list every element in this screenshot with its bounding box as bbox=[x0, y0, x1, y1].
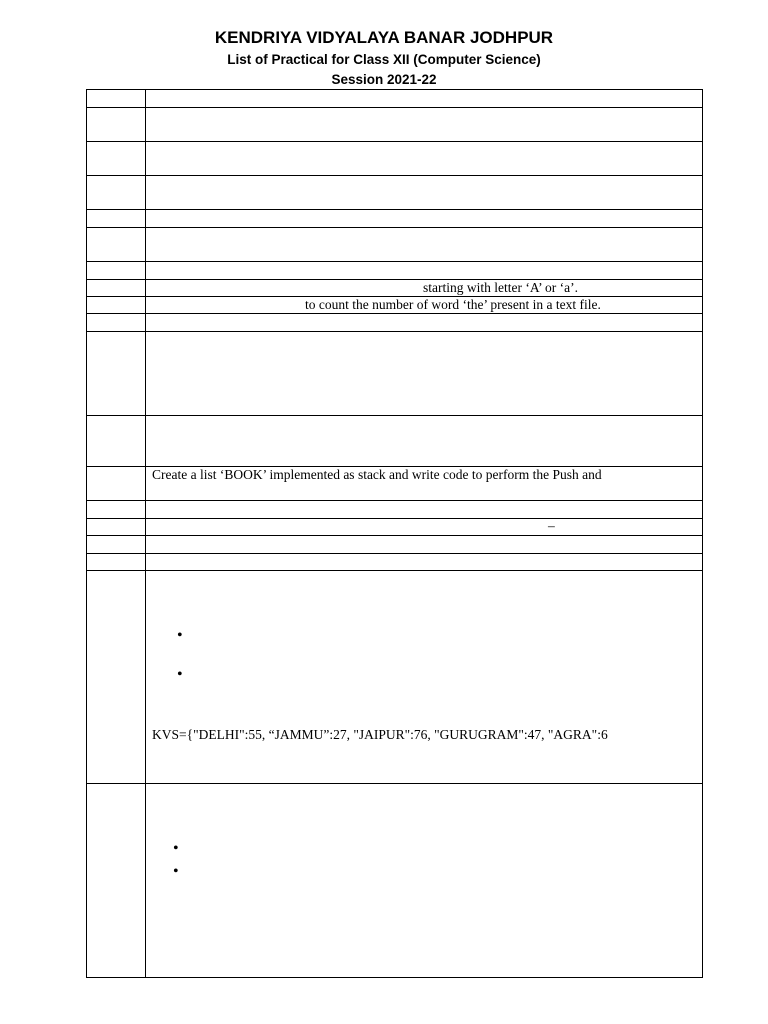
row-text-dash: – bbox=[548, 518, 555, 533]
bullet-point: • bbox=[177, 627, 183, 644]
row-text-book-stack: Create a list ‘BOOK’ implemented as stack and write code to perform the Push and bbox=[152, 467, 602, 482]
table-border bbox=[87, 90, 703, 978]
session-label: Session 2021-22 bbox=[331, 72, 437, 87]
document-title: List of Practical for Class XII (Computer Science) bbox=[227, 52, 541, 67]
bullet-point: • bbox=[173, 863, 179, 880]
school-name: KENDRIYA VIDYALAYA BANAR JODHPUR bbox=[214, 28, 554, 47]
row-text-kvs-dict: KVS={"DELHI":55, “JAMMU”:27, "JAIPUR":76, "GURUGRAM":47, "AGRA":6 bbox=[152, 727, 608, 742]
row-text-count-the: to count the number of word ‘the’ present in a text file. bbox=[305, 297, 601, 312]
bullet-point: • bbox=[177, 666, 183, 683]
row-text-letter-a: starting with letter ‘A’ or ‘a’. bbox=[423, 280, 578, 295]
bullet-point: • bbox=[173, 840, 179, 857]
